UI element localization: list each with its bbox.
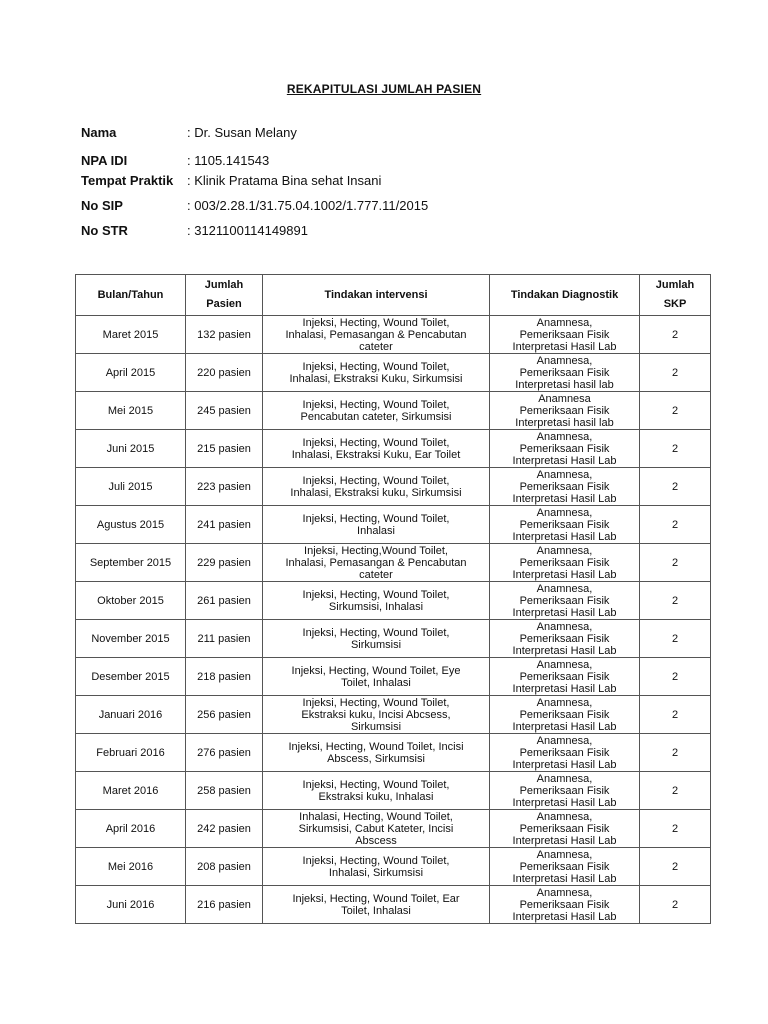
cell-tindakan-diagnostik [490,810,640,848]
cell-line: Anamnesa, [536,468,593,481]
cell-tindakan-diagnostik [490,734,640,772]
table-row [76,658,711,696]
cell-tindakan-intervensi [263,810,490,848]
table-row [76,886,711,924]
cell-line: Inhalasi, Ekstraksi Kuku, Sirkumsisi [289,372,463,385]
info-label: Tempat Praktik [81,173,174,188]
cell-jumlah-skp: 2 [640,696,711,734]
cell-line: Pemeriksaan Fisik [519,860,610,873]
cell-line: Anamnesa, [536,886,593,899]
cell-line: Anamnesa, [536,734,593,747]
cell-tindakan-diagnostik [490,506,640,544]
cell-tindakan-diagnostik [490,620,640,658]
cell-line: Anamnesa, [536,430,593,443]
cell-line: Inhalasi, Hecting, Wound Toilet, [299,810,453,823]
cell-bulan-tahun: Januari 2016 [76,696,186,734]
cell-tindakan-diagnostik [490,658,640,696]
cell-line: Sirkumsisi [350,638,402,651]
header-line: Jumlah [655,279,695,291]
cell-jumlah-skp: 2 [640,392,711,430]
cell-line: Anamnesa, [536,354,593,367]
cell-bulan-tahun: September 2015 [76,544,186,582]
cell-bulan-tahun: Desember 2015 [76,658,186,696]
info-value: : 1105.141543 [187,153,270,168]
cell-jumlah-skp: 2 [640,316,711,354]
cell-line: Injeksi, Hecting, Wound Toilet, [302,854,450,867]
cell-line: Anamnesa, [536,506,593,519]
cell-tindakan-diagnostik [490,848,640,886]
cell-jumlah-pasien: 211 pasien [186,620,263,658]
cell-line: Pemeriksaan Fisik [519,480,610,493]
header-jumlah-skp [640,275,711,316]
cell-jumlah-skp: 2 [640,468,711,506]
cell-line: Pemeriksaan Fisik [519,670,610,683]
cell-line: Interpretasi Hasil Lab [512,644,617,657]
cell-line: Pemeriksaan Fisik [519,632,610,645]
cell-line: Pemeriksaan Fisik [519,404,610,417]
patient-recap-table [75,274,711,924]
cell-line: Interpretasi Hasil Lab [512,530,617,543]
cell-line: Pemeriksaan Fisik [519,822,610,835]
cell-line: Anamnesa, [536,582,593,595]
cell-jumlah-pasien: 258 pasien [186,772,263,810]
cell-tindakan-intervensi [263,620,490,658]
table-body [76,316,711,924]
table-row [76,506,711,544]
cell-jumlah-skp: 2 [640,734,711,772]
table-row [76,582,711,620]
cell-line: Sirkumsisi [350,720,402,733]
cell-line: Pemeriksaan Fisik [519,366,610,379]
cell-tindakan-diagnostik [490,392,640,430]
cell-jumlah-skp: 2 [640,620,711,658]
cell-line: cateter [359,568,393,581]
cell-jumlah-pasien: 132 pasien [186,316,263,354]
table-row [76,734,711,772]
cell-line: Inhalasi, Pemasangan & Pencabutan [285,556,467,569]
cell-tindakan-diagnostik [490,886,640,924]
cell-line: Injeksi, Hecting, Wound Toilet, [302,360,450,373]
cell-line: Anamnesa, [536,316,593,329]
cell-line: Interpretasi Hasil Lab [512,568,617,581]
cell-tindakan-intervensi [263,582,490,620]
cell-line: Pemeriksaan Fisik [519,442,610,455]
info-label: No STR [81,223,128,238]
table-row [76,620,711,658]
header-jumlah-pasien [186,275,263,316]
cell-tindakan-diagnostik [490,316,640,354]
cell-tindakan-intervensi [263,354,490,392]
cell-jumlah-skp: 2 [640,354,711,392]
cell-jumlah-pasien: 256 pasien [186,696,263,734]
cell-line: Pemeriksaan Fisik [519,784,610,797]
cell-line: Inhalasi [357,524,395,537]
cell-jumlah-skp: 2 [640,848,711,886]
cell-jumlah-pasien: 242 pasien [186,810,263,848]
header-line: SKP [663,298,687,310]
cell-line: Toilet, Inhalasi [341,676,411,689]
cell-line: Pencabutan cateter, Sirkumsisi [300,410,452,423]
header-line: Jumlah [204,279,244,291]
cell-line: Injeksi, Hecting,Wound Toilet, [304,544,448,557]
info-label: No SIP [81,198,123,213]
table-row [76,354,711,392]
cell-line: Inhalasi, Ekstraksi Kuku, Ear Toilet [291,448,461,461]
cell-jumlah-skp: 2 [640,886,711,924]
cell-jumlah-pasien: 218 pasien [186,658,263,696]
cell-line: Anamnesa, [536,810,593,823]
cell-bulan-tahun: Oktober 2015 [76,582,186,620]
cell-line: Pemeriksaan Fisik [519,708,610,721]
cell-line: Injeksi, Hecting, Wound Toilet, [302,316,450,329]
cell-line: Anamnesa [538,392,591,405]
cell-line: Anamnesa, [536,848,593,861]
cell-tindakan-intervensi [263,658,490,696]
cell-line: Pemeriksaan Fisik [519,328,610,341]
table-row [76,848,711,886]
cell-tindakan-intervensi [263,544,490,582]
cell-jumlah-pasien: 223 pasien [186,468,263,506]
cell-line: Interpretasi Hasil Lab [512,454,617,467]
cell-line: Interpretasi Hasil Lab [512,606,617,619]
cell-jumlah-skp: 2 [640,544,711,582]
cell-jumlah-skp: 2 [640,658,711,696]
cell-tindakan-intervensi [263,392,490,430]
cell-bulan-tahun: Juni 2016 [76,886,186,924]
cell-line: Interpretasi hasil lab [515,378,614,391]
cell-bulan-tahun: Agustus 2015 [76,506,186,544]
cell-line: Toilet, Inhalasi [341,904,411,917]
cell-line: Interpretasi Hasil Lab [512,340,617,353]
cell-line: Injeksi, Hecting, Wound Toilet, [302,436,450,449]
cell-bulan-tahun: Juni 2015 [76,430,186,468]
cell-line: Interpretasi Hasil Lab [512,872,617,885]
cell-jumlah-pasien: 276 pasien [186,734,263,772]
cell-bulan-tahun: Februari 2016 [76,734,186,772]
cell-bulan-tahun: November 2015 [76,620,186,658]
cell-line: Injeksi, Hecting, Wound Toilet, Eye [291,664,461,677]
cell-line: Injeksi, Hecting, Wound Toilet, [302,696,450,709]
cell-jumlah-pasien: 261 pasien [186,582,263,620]
header-tindakan-diagnostik: Tindakan Diagnostik [490,275,640,316]
cell-line: Injeksi, Hecting, Wound Toilet, [302,398,450,411]
cell-line: Interpretasi Hasil Lab [512,758,617,771]
cell-line: Pemeriksaan Fisik [519,898,610,911]
cell-tindakan-intervensi [263,772,490,810]
cell-jumlah-skp: 2 [640,582,711,620]
cell-tindakan-intervensi [263,734,490,772]
cell-line: Anamnesa, [536,544,593,557]
cell-tindakan-intervensi [263,430,490,468]
cell-tindakan-intervensi [263,316,490,354]
cell-line: Pemeriksaan Fisik [519,746,610,759]
header-bulan-tahun: Bulan/Tahun [76,275,186,316]
cell-bulan-tahun: April 2016 [76,810,186,848]
table-header-row [76,275,711,316]
cell-jumlah-pasien: 215 pasien [186,430,263,468]
cell-tindakan-intervensi [263,848,490,886]
info-label: Nama [81,125,117,140]
cell-jumlah-skp: 2 [640,506,711,544]
cell-bulan-tahun: Maret 2016 [76,772,186,810]
cell-line: Inhalasi, Sirkumsisi [328,866,424,879]
cell-bulan-tahun: Mei 2015 [76,392,186,430]
table-row [76,696,711,734]
info-value: : Dr. Susan Melany [187,125,297,140]
cell-tindakan-diagnostik [490,354,640,392]
cell-jumlah-skp: 2 [640,430,711,468]
cell-line: Pemeriksaan Fisik [519,556,610,569]
cell-line: Abscess, Sirkumsisi [327,752,425,765]
cell-line: Interpretasi Hasil Lab [512,910,617,923]
cell-bulan-tahun: Maret 2015 [76,316,186,354]
document-title: REKAPITULASI JUMLAH PASIEN [286,82,482,96]
table-row [76,468,711,506]
cell-jumlah-skp: 2 [640,772,711,810]
cell-line: Interpretasi Hasil Lab [512,720,617,733]
cell-tindakan-diagnostik [490,544,640,582]
cell-jumlah-pasien: 245 pasien [186,392,263,430]
cell-bulan-tahun: Mei 2016 [76,848,186,886]
cell-line: Interpretasi Hasil Lab [512,834,617,847]
cell-line: Interpretasi hasil lab [515,416,614,429]
header-tindakan-intervensi: Tindakan intervensi [263,275,490,316]
cell-line: Interpretasi Hasil Lab [512,796,617,809]
cell-line: Interpretasi Hasil Lab [512,492,617,505]
cell-tindakan-diagnostik [490,468,640,506]
table-row [76,772,711,810]
cell-line: Sirkumsisi, Cabut Kateter, Incisi [298,822,454,835]
cell-line: Interpretasi Hasil Lab [512,682,617,695]
cell-tindakan-diagnostik [490,772,640,810]
cell-tindakan-diagnostik [490,430,640,468]
cell-line: Injeksi, Hecting, Wound Toilet, [302,512,450,525]
cell-line: Injeksi, Hecting, Wound Toilet, [302,588,450,601]
header-line: Pasien [206,298,242,310]
cell-tindakan-diagnostik [490,582,640,620]
cell-jumlah-pasien: 220 pasien [186,354,263,392]
cell-line: Abscess [355,834,397,847]
cell-jumlah-skp: 2 [640,810,711,848]
cell-line: Injeksi, Hecting, Wound Toilet, Incisi [288,740,464,753]
info-label: NPA IDI [81,153,128,168]
info-value: : Klinik Pratama Bina sehat Insani [187,173,382,188]
cell-bulan-tahun: Juli 2015 [76,468,186,506]
cell-line: Anamnesa, [536,658,593,671]
info-value: : 3121100114149891 [187,223,308,238]
table-row [76,392,711,430]
cell-jumlah-pasien: 229 pasien [186,544,263,582]
cell-line: Inhalasi, Pemasangan & Pencabutan [285,328,467,341]
cell-tindakan-intervensi [263,506,490,544]
cell-line: Pemeriksaan Fisik [519,518,610,531]
cell-bulan-tahun: April 2015 [76,354,186,392]
cell-line: Injeksi, Hecting, Wound Toilet, Ear [292,892,460,905]
cell-tindakan-intervensi [263,468,490,506]
table-row [76,430,711,468]
cell-tindakan-intervensi [263,886,490,924]
cell-jumlah-pasien: 216 pasien [186,886,263,924]
cell-line: Sirkumsisi, Inhalasi [328,600,424,613]
cell-line: Anamnesa, [536,620,593,633]
cell-line: Injeksi, Hecting, Wound Toilet, [302,778,450,791]
cell-line: Injeksi, Hecting, Wound Toilet, [302,474,450,487]
table-row [76,316,711,354]
cell-line: Anamnesa, [536,772,593,785]
cell-tindakan-intervensi [263,696,490,734]
table-row [76,810,711,848]
cell-jumlah-pasien: 208 pasien [186,848,263,886]
cell-line: Anamnesa, [536,696,593,709]
cell-jumlah-pasien: 241 pasien [186,506,263,544]
cell-line: Injeksi, Hecting, Wound Toilet, [302,626,450,639]
cell-line: Pemeriksaan Fisik [519,594,610,607]
table-row [76,544,711,582]
cell-line: Ekstraksi kuku, Incisi Abcsess, [301,708,451,721]
cell-line: cateter [359,340,393,353]
info-value: : 003/2.28.1/31.75.04.1002/1.777.11/2015 [187,198,429,213]
cell-tindakan-diagnostik [490,696,640,734]
cell-line: Inhalasi, Ekstraksi kuku, Sirkumsisi [290,486,462,499]
cell-line: Ekstraksi kuku, Inhalasi [318,790,434,803]
